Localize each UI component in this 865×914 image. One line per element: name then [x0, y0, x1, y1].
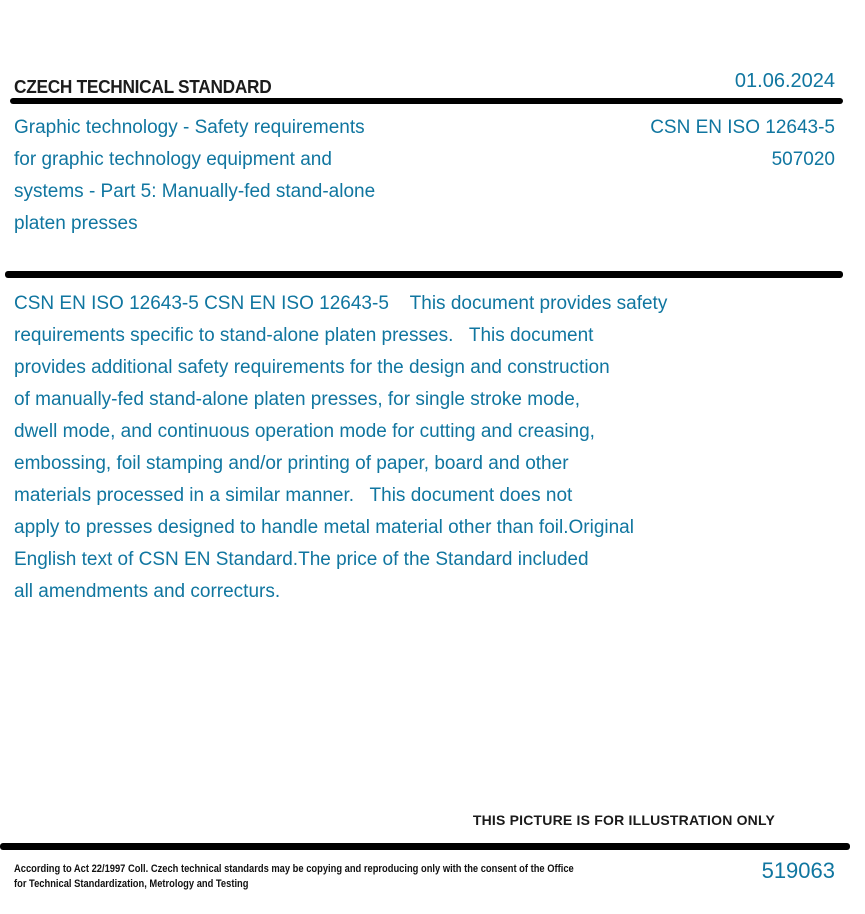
- abstract-line: dwell mode, and continuous operation mode for cutting and creasing,: [14, 421, 595, 442]
- standard-title-line: Graphic technology - Safety requirements: [14, 117, 365, 138]
- title-divider: [5, 271, 843, 278]
- header-divider: [10, 98, 843, 104]
- abstract-line: materials processed in a similar manner. This document does not: [14, 485, 573, 506]
- abstract-line: CSN EN ISO 12643-5 CSN EN ISO 12643-5 This document provides safety: [14, 293, 668, 314]
- abstract-line: all amendments and correcturs.: [14, 581, 281, 602]
- copyright-notice-line: According to Act 22/1997 Coll. Czech technical standards may be copying and reproducing only with the consent of the Office: [14, 863, 574, 875]
- copyright-notice-line: for Technical Standardization, Metrology and Testing: [14, 878, 249, 890]
- copyright-notice: [14, 862, 574, 892]
- standard-title-line: for graphic technology equipment and: [14, 149, 332, 170]
- abstract-line: embossing, foil stamping and/or printing of paper, board and other: [14, 453, 569, 474]
- abstract-line: English text of CSN EN Standard.The price of the Standard included: [14, 549, 589, 570]
- abstract-text: [14, 288, 814, 608]
- standard-identifiers: [535, 112, 835, 176]
- footer-divider: [0, 843, 850, 850]
- abstract-line: apply to presses designed to handle metal material other than foil.Original: [14, 517, 634, 538]
- standard-title: [14, 112, 484, 240]
- standard-number: CSN EN ISO 12643-5: [650, 117, 835, 138]
- catalog-number: 507020: [771, 149, 835, 170]
- page-title: CZECH TECHNICAL STANDARD: [14, 77, 272, 97]
- abstract-line: requirements specific to stand-alone platen presses. This document: [14, 325, 594, 346]
- standard-title-line: platen presses: [14, 213, 138, 234]
- document-number: 519063: [761, 858, 835, 883]
- abstract-line: provides additional safety requirements for the design and construction: [14, 357, 610, 378]
- illustration-disclaimer: THIS PICTURE IS FOR ILLUSTRATION ONLY: [472, 812, 775, 828]
- abstract-line: of manually-fed stand-alone platen presses, for single stroke mode,: [14, 389, 581, 410]
- standard-title-line: systems - Part 5: Manually-fed stand-alone: [14, 181, 376, 202]
- issue-date: 01.06.2024: [734, 70, 835, 92]
